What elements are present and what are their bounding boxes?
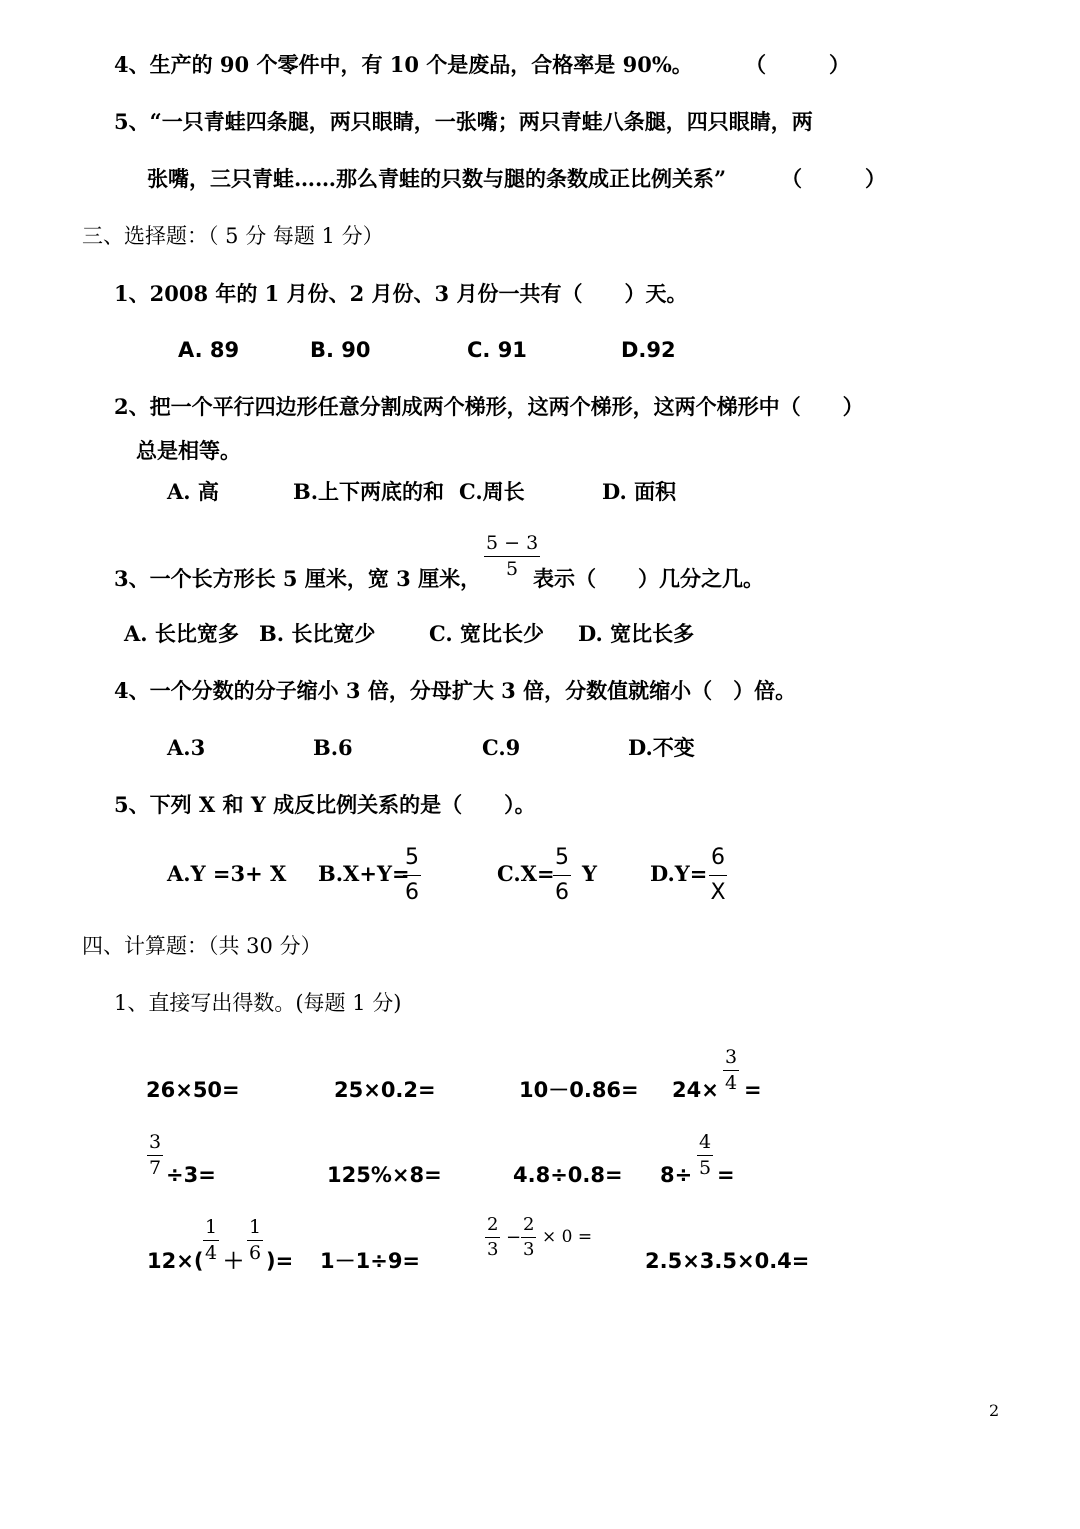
fraction-numerator: 2 bbox=[521, 1216, 536, 1238]
calc-item: ÷3= bbox=[166, 1163, 216, 1187]
minus-operator: − bbox=[506, 1227, 522, 1248]
option-c: C. 宽比长少 bbox=[429, 621, 544, 646]
fraction bbox=[203, 1218, 219, 1263]
fraction-denominator: 6 bbox=[555, 880, 569, 905]
calc-item: 8÷ bbox=[660, 1163, 693, 1187]
judge-item-5: 5、“一只青蛙四条腿，两只眼睛，一张嘴；两只青蛙八条腿，四只眼睛，两 bbox=[114, 109, 813, 134]
calc-item: 2.5×3.5×0.4= bbox=[645, 1249, 810, 1273]
fraction-denominator: 4 bbox=[205, 1242, 218, 1264]
fraction bbox=[403, 847, 421, 904]
option-c: C.周长 bbox=[459, 479, 525, 504]
option-d: D. 面积 bbox=[602, 479, 677, 504]
calc-item: 10－0.86= bbox=[519, 1078, 639, 1102]
fraction bbox=[553, 847, 571, 904]
option-c-suffix: Y bbox=[582, 861, 597, 886]
option-d: D.Y= bbox=[650, 861, 708, 886]
calc-item-eq: = bbox=[744, 1078, 762, 1102]
fraction-numerator: 3 bbox=[147, 1133, 163, 1156]
fraction-denominator: 6 bbox=[249, 1242, 262, 1264]
calc-item: 24× bbox=[672, 1078, 719, 1102]
fraction-numerator: 6 bbox=[709, 847, 727, 876]
fraction bbox=[697, 1133, 713, 1178]
section-title-calc: 四、计算题：（共 30 分） bbox=[82, 934, 322, 958]
fraction-numerator: 5 bbox=[403, 847, 421, 876]
choice-q5: 5、下列 X 和 Y 成反比例关系的是（ ）。 bbox=[114, 792, 536, 817]
fraction-numerator: 3 bbox=[723, 1048, 739, 1071]
fraction-denominator: 3 bbox=[487, 1239, 499, 1260]
calc-item: 26×50= bbox=[146, 1078, 240, 1102]
choice-q4: 4、一个分数的分子缩小 3 倍，分母扩大 3 倍，分数值就缩小（ ）倍。 bbox=[114, 678, 797, 703]
calc-item: 25×0.2= bbox=[334, 1078, 436, 1102]
choice-q3-cont: 表示（ ）几分之几。 bbox=[533, 566, 764, 591]
option-a: A.3 bbox=[167, 735, 206, 760]
calc-item: 4.8÷0.8= bbox=[513, 1163, 623, 1187]
calc-sub-1: 1、直接写出得数。(每题 1 分) bbox=[114, 991, 402, 1015]
fraction-denominator: 3 bbox=[523, 1239, 535, 1260]
page-number: 2 bbox=[989, 1401, 1000, 1420]
answer-paren: （ ） bbox=[781, 166, 886, 191]
option-d: D. 宽比长多 bbox=[578, 621, 695, 646]
choice-q1: 1、2008 年的 1 月份、2 月份、3 月份一共有（ ）天。 bbox=[114, 281, 688, 306]
option-d: D.不变 bbox=[628, 735, 695, 760]
option-c: C.9 bbox=[482, 735, 521, 760]
calc-item-eq: × 0 = bbox=[542, 1227, 593, 1247]
fraction-denominator: 7 bbox=[149, 1157, 162, 1179]
option-b: B.X+Y= bbox=[318, 861, 410, 886]
calc-item-eq: )= bbox=[266, 1249, 294, 1273]
plus-operator: ＋ bbox=[223, 1249, 244, 1273]
option-a: A.Y =3+ X bbox=[167, 861, 287, 886]
section-title-choice: 三、选择题：（ 5 分 每题 1 分） bbox=[82, 224, 384, 248]
choice-q2-cont: 总是相等。 bbox=[136, 438, 241, 463]
fraction-numerator: 5 bbox=[553, 847, 571, 876]
choice-q3: 3、一个长方形长 5 厘米，宽 3 厘米， bbox=[114, 566, 482, 591]
fraction bbox=[521, 1216, 536, 1259]
option-a: A. 89 bbox=[178, 338, 240, 362]
fraction bbox=[147, 1133, 163, 1178]
choice-q2: 2、把一个平行四边形任意分割成两个梯形，这两个梯形，这两个梯形中（ ） bbox=[114, 394, 864, 419]
fraction-numerator: 1 bbox=[203, 1218, 219, 1241]
option-d: D.92 bbox=[621, 338, 676, 362]
answer-paren: （ ） bbox=[745, 52, 850, 77]
judge-item-4: 4、生产的 90 个零件中，有 10 个是废品，合格率是 90%。 bbox=[114, 52, 693, 77]
fraction-numerator: 4 bbox=[697, 1133, 713, 1156]
option-b: B. 长比宽少 bbox=[259, 621, 376, 646]
fraction bbox=[709, 847, 727, 904]
judge-item-5-cont: 张嘴，三只青蛙……那么青蛙的只数与腿的条数成正比例关系” bbox=[147, 166, 727, 191]
fraction-numerator: 1 bbox=[247, 1218, 263, 1241]
option-b: B.上下两底的和 bbox=[293, 479, 445, 504]
option-b: B.6 bbox=[313, 735, 353, 760]
fraction-denominator: 6 bbox=[405, 880, 419, 905]
option-a: A. 高 bbox=[167, 479, 219, 504]
fraction bbox=[485, 1216, 500, 1259]
option-a: A. 长比宽多 bbox=[124, 621, 239, 646]
fraction-denominator: 5 bbox=[699, 1157, 712, 1179]
fraction-numerator: 5 − 3 bbox=[484, 534, 540, 557]
calc-item: 125%×8= bbox=[327, 1163, 442, 1187]
fraction-denominator: X bbox=[710, 880, 726, 905]
fraction-numerator: 2 bbox=[485, 1216, 500, 1238]
option-c: C.X= bbox=[497, 861, 555, 886]
fraction-denominator: 4 bbox=[725, 1072, 738, 1094]
option-b: B. 90 bbox=[310, 338, 371, 362]
calc-item: 12×( bbox=[147, 1249, 204, 1273]
calc-item: 1－1÷9= bbox=[320, 1249, 421, 1273]
option-c: C. 91 bbox=[467, 338, 527, 362]
fraction bbox=[247, 1218, 263, 1263]
fraction bbox=[723, 1048, 739, 1093]
fraction-denominator: 5 bbox=[506, 558, 519, 580]
calc-item-eq: = bbox=[717, 1163, 735, 1187]
fraction bbox=[484, 534, 540, 579]
